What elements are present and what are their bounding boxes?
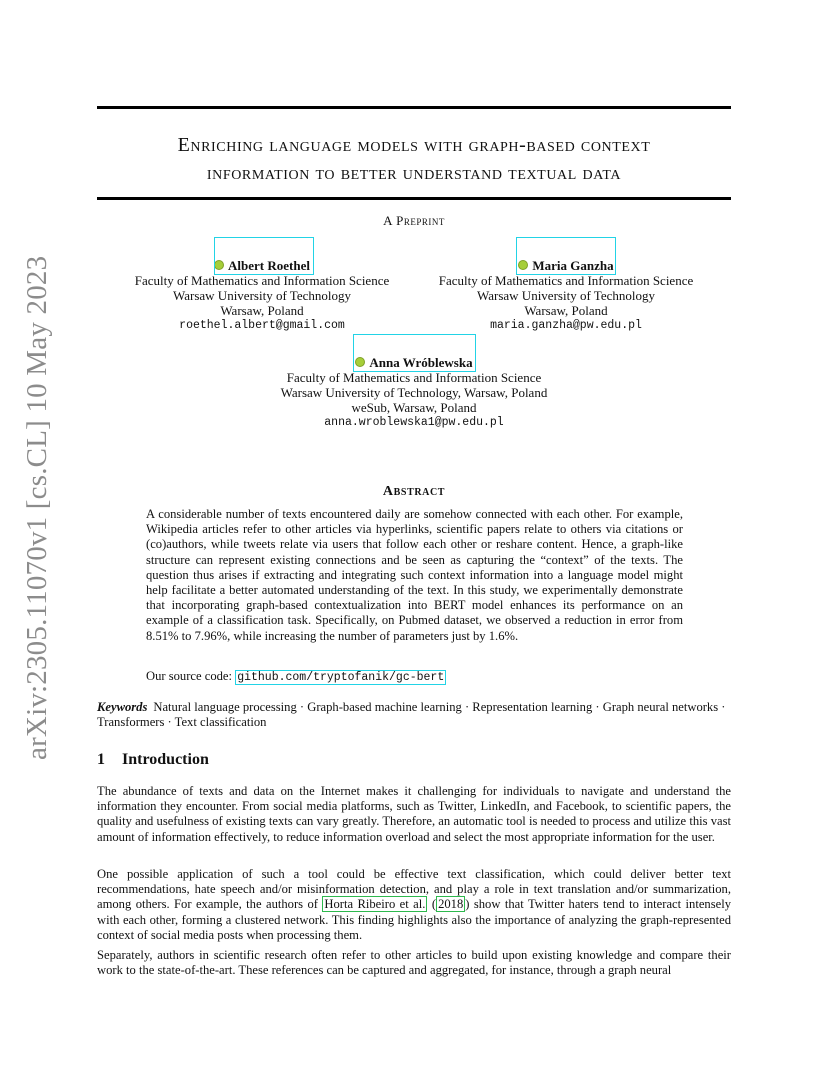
keywords-label: Keywords xyxy=(97,700,148,714)
title-line-2: information to better understand textual data xyxy=(206,162,622,184)
author-email[interactable]: anna.wroblewska1@pw.edu.pl xyxy=(324,416,504,429)
section-title: Introduction xyxy=(122,751,209,768)
author-affiliation: Faculty of Mathematics and Information Science xyxy=(134,273,390,288)
author-name[interactable]: Maria Ganzha xyxy=(532,258,614,273)
citation-year-link[interactable]: 2018 xyxy=(438,897,464,912)
author-affiliation: Faculty of Mathematics and Information Science xyxy=(286,370,542,385)
author-location: Warsaw, Poland xyxy=(524,303,608,318)
intro-paragraph-3: Separately, authors in scientific research often refer to other articles to build upon existing knowledge and compare their work to the state-of-the-art. These references can be captured and aggregated, for instance, through a graph neural xyxy=(97,948,731,978)
keywords-text: Natural language processing · Graph-based machine learning · Representation learning · Graph neural networks · Transformers · Text classification xyxy=(97,700,726,730)
section-number: 1 xyxy=(97,751,105,768)
author-email[interactable]: roethel.albert@gmail.com xyxy=(179,319,345,332)
title-top-rule xyxy=(97,106,731,109)
intro-paragraph-2 xyxy=(97,867,731,943)
abstract-heading: Abstract xyxy=(382,484,446,499)
title-bottom-rule xyxy=(97,197,731,200)
source-code-label: Our source code: xyxy=(146,669,233,683)
citation-author-link[interactable]: Horta Ribeiro et al. xyxy=(324,897,426,912)
author-name[interactable]: Anna Wróblewska xyxy=(369,355,473,370)
author-institution: Warsaw University of Technology, Warsaw, Poland xyxy=(280,385,548,400)
intro-paragraph-1: The abundance of texts and data on the Internet makes it challenging for individuals to navigate and understand the information they encounter. From social media platforms, such as Twitter, LinkedIn, and Facebook, to scientific papers, the quality and usefulness of existing texts can vary greatly. Therefore, an automatic tool is needed to process and utilize this vast amount of information effectively, to reduce information overload and select the most appropriate information for the user. xyxy=(97,784,731,844)
arxiv-side-stamp: arXiv:2305.11070v1 [cs.CL] 10 May 2023 xyxy=(21,255,53,760)
citation-open-paren: ( xyxy=(427,897,437,912)
title-line-1: Enriching language models with graph-based context xyxy=(177,134,651,156)
keywords xyxy=(97,700,731,730)
source-code-line xyxy=(146,669,446,684)
author-email[interactable]: maria.ganzha@pw.edu.pl xyxy=(490,319,642,332)
author-location: Warsaw, Poland xyxy=(220,303,304,318)
section-heading-introduction xyxy=(97,751,209,769)
author-affiliation: Faculty of Mathematics and Information Science xyxy=(438,273,694,288)
paragraph-text: One possible application of such a tool could be effective text classification, which could deliver better text recommendations, hate speech and/or misinformation detection, and play a role in text translation and/or summarization, among others. For example, the authors of xyxy=(97,867,731,912)
author-institution: Warsaw University of Technology xyxy=(173,288,351,303)
preprint-label: A Preprint xyxy=(383,213,445,228)
author-institution: Warsaw University of Technology xyxy=(477,288,655,303)
paragraph-text: ) show that Twitter haters tend to interact intensely with each other, forming a clustered network. This finding highlights also the importance of analyzing the graph-represented context of social media posts when processing them. xyxy=(97,897,732,942)
abstract-text: A considerable number of texts encountered daily are somehow connected with each other. For example, Wikipedia articles refer to other articles via hyperlinks, scientific papers relate to others via citations or (co)authors, while tweets relate via users that follow each other or reshare content. Hence, a graph-like structure can represent existing connections and be seen as capturing the “context” of the texts. The question thus arises if extracting and integrating such context information into a language model might help facilitate a better automated understanding of the text. In this study, we experimentally demonstrate that incorporating graph-based contextualization into BERT model enhances its performance on an example of a classification task. Specifically, on Pubmed dataset, we observed a reduction in error from 8.51% to 7.96%, while increasing the number of parameters just by 1.6%. xyxy=(146,507,683,643)
author-location: weSub, Warsaw, Poland xyxy=(351,400,477,415)
paper-title xyxy=(97,131,731,187)
source-code-link[interactable]: github.com/tryptofanik/gc-bert xyxy=(237,671,445,684)
author-name[interactable]: Albert Roethel xyxy=(228,258,310,273)
